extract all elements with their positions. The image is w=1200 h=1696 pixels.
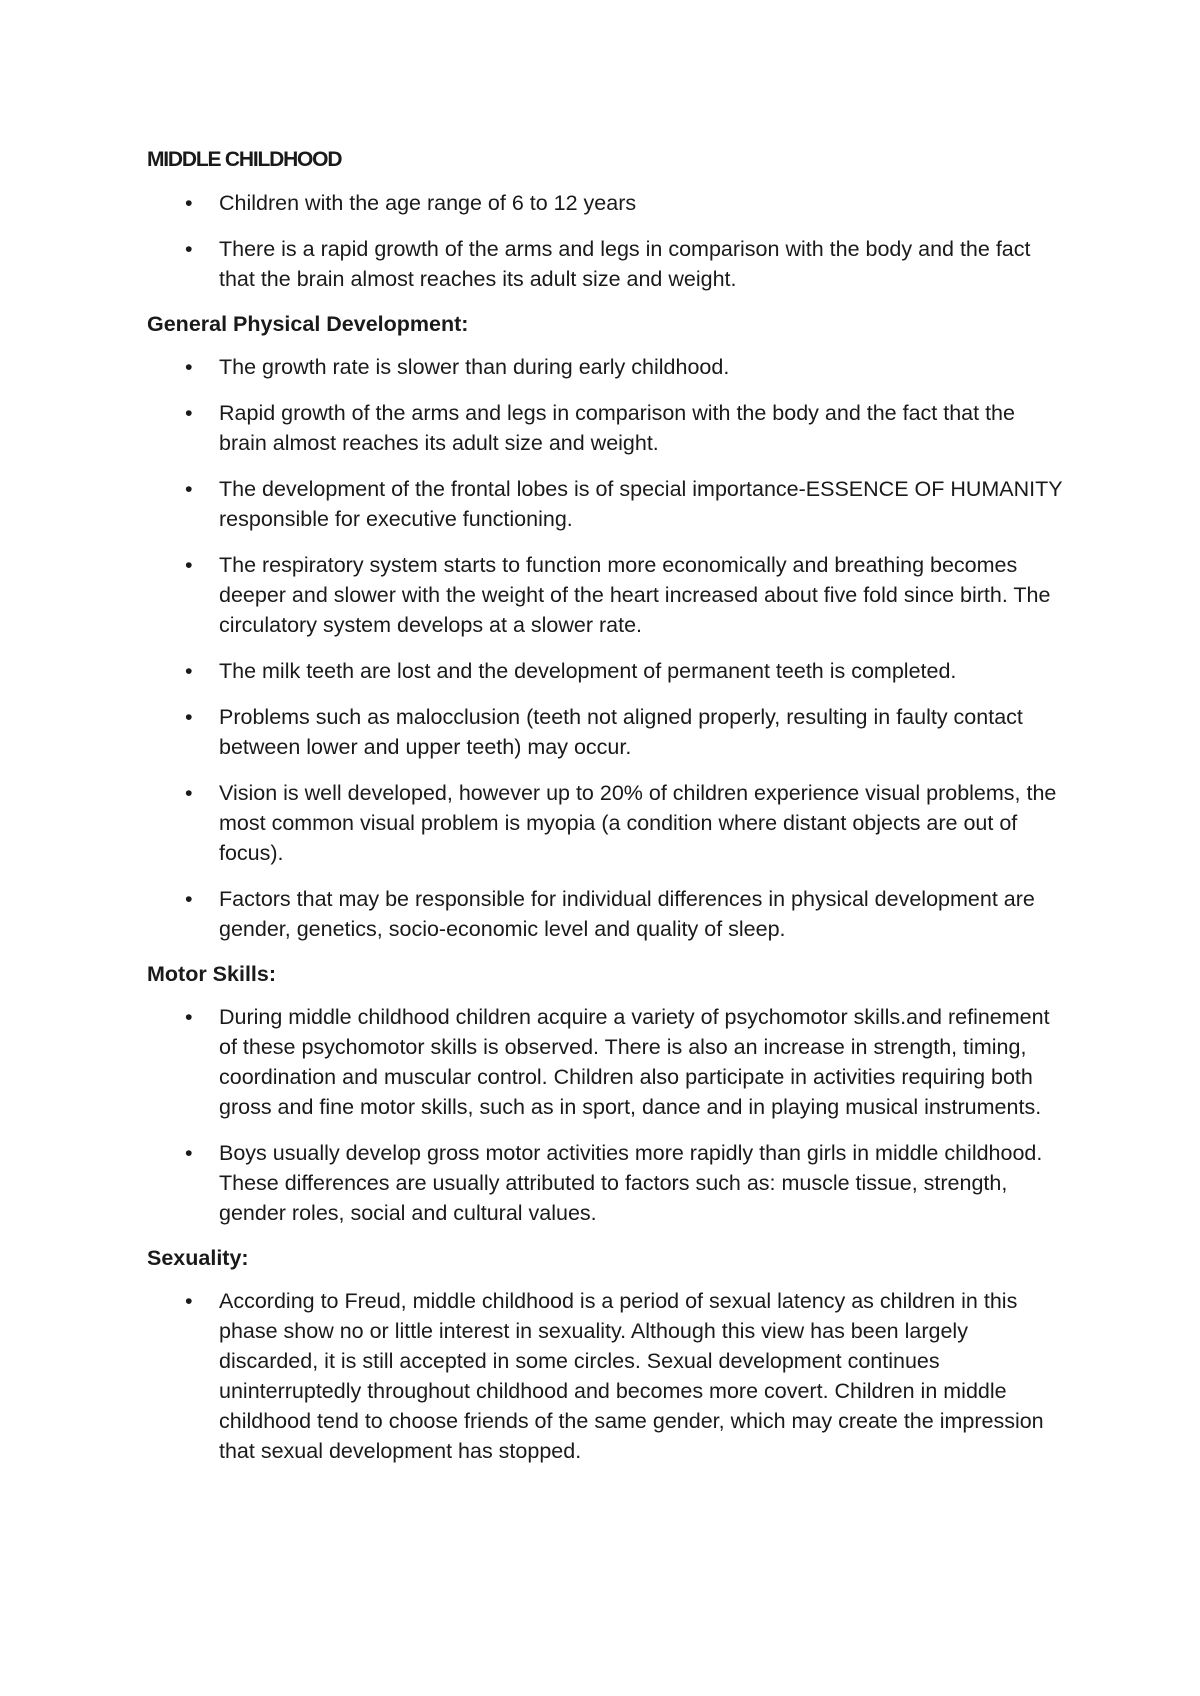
list-item: • Factors that may be responsible for individual differences in physical development are gender, genetics, socio-economic level and quality of sleep. (147, 884, 1067, 944)
section-heading-motor-skills: Motor Skills: (147, 962, 277, 986)
physical-development-bullet-list (147, 352, 1067, 944)
list-item: • Boys usually develop gross motor activities more rapidly than girls in middle childhood. These differences are usually attributed to factors such as: muscle tissue, strength, gender roles, social and cultural values. (147, 1138, 1067, 1228)
list-item: • There is a rapid growth of the arms and legs in comparison with the body and the fact that the brain almost reaches its adult size and weight. (147, 234, 1067, 294)
list-item: • During middle childhood children acquire a variety of psychomotor skills.and refinement of these psychomotor skills is observed. There is also an increase in strength, timing, coordination and muscular control. Children also participate in activities requiring both gross and fine motor skills, such as in sport, dance and in playing musical instruments. (147, 1002, 1067, 1122)
list-item: • The growth rate is slower than during early childhood. (147, 352, 1067, 382)
list-item: • Problems such as malocclusion (teeth not aligned properly, resulting in faulty contact between lower and upper teeth) may occur. (147, 702, 1067, 762)
list-item: • Vision is well developed, however up to 20% of children experience visual problems, the most common visual problem is myopia (a condition where distant objects are out of focus). (147, 778, 1067, 868)
list-item: • Rapid growth of the arms and legs in comparison with the body and the fact that the brain almost reaches its adult size and weight. (147, 398, 1067, 458)
section-heading-sexuality: Sexuality: (147, 1246, 249, 1270)
list-item: • The milk teeth are lost and the development of permanent teeth is completed. (147, 656, 1067, 686)
section-heading-physical-development: General Physical Development: (147, 312, 469, 336)
document-title: MIDDLE CHILDHOOD (147, 148, 342, 171)
list-item: • The development of the frontal lobes is of special importance-ESSENCE OF HUMANITY responsible for executive functioning. (147, 474, 1067, 534)
motor-skills-bullet-list (147, 1002, 1067, 1228)
list-item: • Children with the age range of 6 to 12 years (147, 188, 1067, 218)
document-page (147, 148, 1067, 1482)
list-item: • According to Freud, middle childhood is a period of sexual latency as children in this phase show no or little interest in sexuality. Although this view has been largely discarded, it is still accepted in some circles. Sexual development continues uninterruptedly throughout childhood and becomes more covert. Children in middle childhood tend to choose friends of the same gender, which may create the impression that sexual development has stopped. (147, 1286, 1067, 1466)
intro-bullet-list (147, 188, 1067, 294)
sexuality-bullet-list (147, 1286, 1067, 1466)
list-item: • The respiratory system starts to function more economically and breathing becomes deeper and slower with the weight of the heart increased about five fold since birth. The circulatory system develops at a slower rate. (147, 550, 1067, 640)
